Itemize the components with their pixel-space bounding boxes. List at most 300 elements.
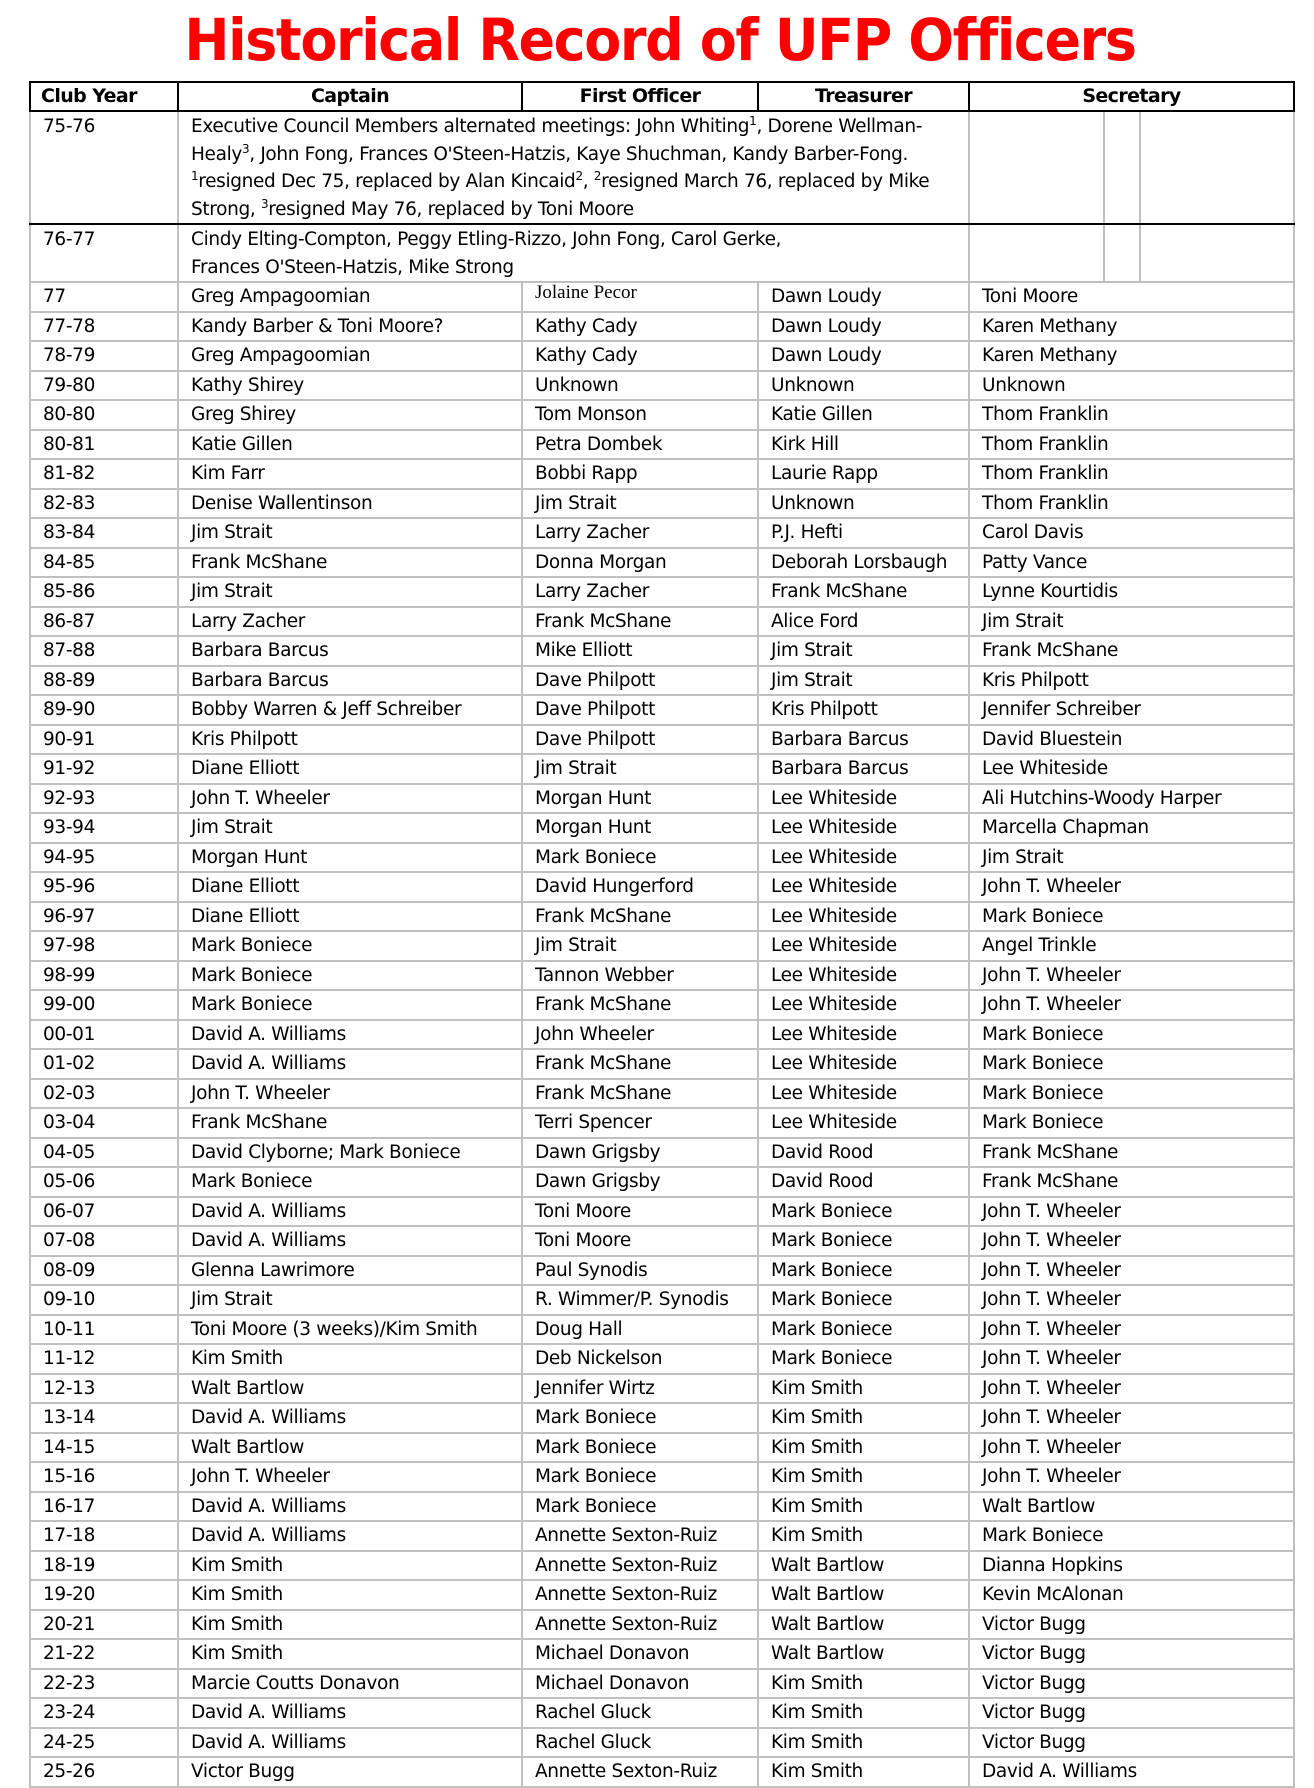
cell-first-officer: Frank McShane <box>522 902 758 932</box>
cell-captain: John T. Wheeler <box>178 1079 522 1109</box>
table-row <box>30 1728 1294 1758</box>
cell-first-officer: Rachel Gluck <box>522 1698 758 1728</box>
table-row <box>30 872 1294 902</box>
cell-treasurer: Lee Whiteside <box>758 872 969 902</box>
header-row <box>30 82 1294 111</box>
cell-captain: Jim Strait <box>178 813 522 843</box>
cell-treasurer: Kim Smith <box>758 1728 969 1758</box>
cell-treasurer: Katie Gillen <box>758 400 969 430</box>
cell-treasurer: Lee Whiteside <box>758 1079 969 1109</box>
stray-divider <box>1103 112 1105 223</box>
cell-year: 03-04 <box>30 1108 178 1138</box>
cell-captain: David A. Williams <box>178 1521 522 1551</box>
table-row <box>30 1521 1294 1551</box>
cell-first-officer: Mark Boniece <box>522 1403 758 1433</box>
cell-first-officer: Dave Philpott <box>522 725 758 755</box>
cell-year: 23-24 <box>30 1698 178 1728</box>
cell-captain: Diane Elliott <box>178 902 522 932</box>
cell-secretary: Kris Philpott <box>969 666 1294 696</box>
cell-first-officer: Annette Sexton-Ruiz <box>522 1521 758 1551</box>
cell-year: 97-98 <box>30 931 178 961</box>
cell-secretary: Mark Boniece <box>969 902 1294 932</box>
cell-treasurer: Dawn Loudy <box>758 282 969 312</box>
council-row <box>30 224 1294 282</box>
cell-treasurer: Mark Boniece <box>758 1285 969 1315</box>
cell-year: 96-97 <box>30 902 178 932</box>
cell-captain: Walt Bartlow <box>178 1374 522 1404</box>
table-row <box>30 1492 1294 1522</box>
cell-year: 85-86 <box>30 577 178 607</box>
cell-captain: Mark Boniece <box>178 1167 522 1197</box>
table-row <box>30 813 1294 843</box>
cell-treasurer: Lee Whiteside <box>758 1108 969 1138</box>
cell-treasurer: Lee Whiteside <box>758 813 969 843</box>
cell-treasurer: Lee Whiteside <box>758 843 969 873</box>
cell-captain: Greg Ampagoomian <box>178 341 522 371</box>
table-row <box>30 1256 1294 1286</box>
cell-secretary: Frank McShane <box>969 1167 1294 1197</box>
cell-treasurer: Mark Boniece <box>758 1197 969 1227</box>
cell-year: 24-25 <box>30 1728 178 1758</box>
cell-secretary: John T. Wheeler <box>969 1374 1294 1404</box>
cell-year: 09-10 <box>30 1285 178 1315</box>
table-row <box>30 902 1294 932</box>
cell-treasurer: Deborah Lorsbaugh <box>758 548 969 578</box>
cell-secretary: Angel Trinkle <box>969 931 1294 961</box>
cell-year: 99-00 <box>30 990 178 1020</box>
cell-year: 84-85 <box>30 548 178 578</box>
cell-year: 10-11 <box>30 1315 178 1345</box>
table-row <box>30 371 1294 401</box>
cell-secretary: Lynne Kourtidis <box>969 577 1294 607</box>
cell-first-officer: Jennifer Wirtz <box>522 1374 758 1404</box>
cell-first-officer: Frank McShane <box>522 1049 758 1079</box>
cell-council-members: Cindy Elting-Compton, Peggy Etling-Rizzo, John Fong, Carol Gerke, Frances O'Steen-Hatzis, Mike Strong <box>178 224 969 282</box>
stray-divider <box>1139 225 1141 281</box>
cell-treasurer: Mark Boniece <box>758 1226 969 1256</box>
header-captain: Captain <box>178 82 522 111</box>
cell-year: 80-80 <box>30 400 178 430</box>
cell-captain: Kim Smith <box>178 1580 522 1610</box>
cell-first-officer: Paul Synodis <box>522 1256 758 1286</box>
cell-year: 90-91 <box>30 725 178 755</box>
cell-treasurer: Walt Bartlow <box>758 1639 969 1669</box>
cell-secretary: Mark Boniece <box>969 1020 1294 1050</box>
table-row <box>30 577 1294 607</box>
cell-first-officer: Toni Moore <box>522 1226 758 1256</box>
cell-captain: Kim Smith <box>178 1639 522 1669</box>
table-row <box>30 341 1294 371</box>
cell-secretary: Victor Bugg <box>969 1728 1294 1758</box>
footnote-marker: 3 <box>260 196 269 211</box>
cell-year: 93-94 <box>30 813 178 843</box>
cell-secretary: Jim Strait <box>969 843 1294 873</box>
cell-treasurer: Lee Whiteside <box>758 931 969 961</box>
table-row <box>30 1698 1294 1728</box>
cell-secretary: Karen Methany <box>969 341 1294 371</box>
table-row <box>30 1167 1294 1197</box>
cell-captain: Diane Elliott <box>178 754 522 784</box>
cell-first-officer: John Wheeler <box>522 1020 758 1050</box>
cell-treasurer: Lee Whiteside <box>758 902 969 932</box>
cell-year: 08-09 <box>30 1256 178 1286</box>
cell-treasurer: Kim Smith <box>758 1374 969 1404</box>
cell-treasurer: Lee Whiteside <box>758 1049 969 1079</box>
table-row <box>30 1374 1294 1404</box>
cell-captain: Kandy Barber & Toni Moore? <box>178 312 522 342</box>
cell-year: 95-96 <box>30 872 178 902</box>
cell-treasurer: Kim Smith <box>758 1462 969 1492</box>
cell-captain: Jim Strait <box>178 1285 522 1315</box>
table-row <box>30 784 1294 814</box>
cell-first-officer: Annette Sexton-Ruiz <box>522 1551 758 1581</box>
cell-captain: John T. Wheeler <box>178 784 522 814</box>
cell-captain: David A. Williams <box>178 1049 522 1079</box>
cell-year: 77 <box>30 282 178 312</box>
cell-captain: Walt Bartlow <box>178 1433 522 1463</box>
cell-secretary: Frank McShane <box>969 1138 1294 1168</box>
cell-secretary: Kevin McAlonan <box>969 1580 1294 1610</box>
table-row <box>30 1433 1294 1463</box>
table-row <box>30 430 1294 460</box>
cell-secretary <box>969 111 1294 224</box>
cell-captain: Mark Boniece <box>178 931 522 961</box>
cell-secretary: Thom Franklin <box>969 489 1294 519</box>
table-row <box>30 1403 1294 1433</box>
cell-secretary: John T. Wheeler <box>969 1256 1294 1286</box>
cell-year: 11-12 <box>30 1344 178 1374</box>
cell-first-officer: Kathy Cady <box>522 341 758 371</box>
officers-table <box>29 81 1295 1788</box>
table-row <box>30 459 1294 489</box>
cell-treasurer: Kim Smith <box>758 1757 969 1787</box>
cell-secretary: John T. Wheeler <box>969 1433 1294 1463</box>
cell-captain: Kim Smith <box>178 1610 522 1640</box>
cell-treasurer: Kim Smith <box>758 1492 969 1522</box>
cell-council-members: Executive Council Members alternated meetings: John Whiting$^1$, Dorene Wellman-Healy$^3$, John Fong, Frances O'Steen-Hatzis, Kaye Shuchman, Kandy Barber-Fong. $^1$resigned Dec 75, replaced by Alan Kincaid$^2$, $^2$resigned March 76, replaced by Mike Strong, $^3$resigned May 76, replaced by Toni Moore <box>178 111 969 224</box>
cell-first-officer: Larry Zacher <box>522 577 758 607</box>
table-row <box>30 518 1294 548</box>
cell-year: 00-01 <box>30 1020 178 1050</box>
cell-treasurer: Kirk Hill <box>758 430 969 460</box>
cell-treasurer: Lee Whiteside <box>758 961 969 991</box>
cell-captain: Frank McShane <box>178 1108 522 1138</box>
table-row <box>30 725 1294 755</box>
cell-first-officer: Frank McShane <box>522 1079 758 1109</box>
header-secretary: Secretary <box>969 82 1294 111</box>
cell-treasurer: Jim Strait <box>758 636 969 666</box>
cell-year: 76-77 <box>30 224 178 282</box>
cell-treasurer: Mark Boniece <box>758 1256 969 1286</box>
header-first-officer: First Officer <box>522 82 758 111</box>
cell-captain: Victor Bugg <box>178 1757 522 1787</box>
cell-first-officer: Mark Boniece <box>522 843 758 873</box>
cell-first-officer: Jim Strait <box>522 754 758 784</box>
footnote-marker: 1 <box>749 114 757 128</box>
cell-first-officer: Mark Boniece <box>522 1433 758 1463</box>
table-row <box>30 1551 1294 1581</box>
cell-treasurer: Lee Whiteside <box>758 1020 969 1050</box>
cell-secretary: Mark Boniece <box>969 1079 1294 1109</box>
cell-first-officer: Unknown <box>522 371 758 401</box>
cell-secretary: Lee Whiteside <box>969 754 1294 784</box>
cell-first-officer: Mike Elliott <box>522 636 758 666</box>
cell-first-officer: Rachel Gluck <box>522 1728 758 1758</box>
cell-first-officer: Petra Dombek <box>522 430 758 460</box>
cell-captain: Kim Smith <box>178 1551 522 1581</box>
cell-first-officer: Annette Sexton-Ruiz <box>522 1610 758 1640</box>
council-row <box>30 111 1294 224</box>
table-row <box>30 548 1294 578</box>
cell-secretary: Ali Hutchins-Woody Harper <box>969 784 1294 814</box>
table-row <box>30 1610 1294 1640</box>
cell-treasurer: Lee Whiteside <box>758 990 969 1020</box>
cell-year: 06-07 <box>30 1197 178 1227</box>
cell-captain: Jim Strait <box>178 518 522 548</box>
table-row <box>30 1079 1294 1109</box>
cell-captain: Kim Smith <box>178 1344 522 1374</box>
cell-first-officer: Annette Sexton-Ruiz <box>522 1757 758 1787</box>
cell-secretary <box>969 224 1294 282</box>
cell-treasurer: Jim Strait <box>758 666 969 696</box>
cell-treasurer: Frank McShane <box>758 577 969 607</box>
cell-secretary: John T. Wheeler <box>969 1344 1294 1374</box>
table-row <box>30 961 1294 991</box>
cell-captain: Kathy Shirey <box>178 371 522 401</box>
table-row <box>30 1197 1294 1227</box>
cell-year: 83-84 <box>30 518 178 548</box>
header-club-year: Club Year <box>30 82 178 111</box>
cell-year: 86-87 <box>30 607 178 637</box>
footnote-marker: 2 <box>593 169 602 183</box>
cell-captain: Katie Gillen <box>178 430 522 460</box>
cell-captain: David Clyborne; Mark Boniece <box>178 1138 522 1168</box>
cell-captain: David A. Williams <box>178 1728 522 1758</box>
cell-captain: Kris Philpott <box>178 725 522 755</box>
cell-first-officer: Kathy Cady <box>522 312 758 342</box>
table-row <box>30 1639 1294 1669</box>
cell-year: 15-16 <box>30 1462 178 1492</box>
cell-secretary: Victor Bugg <box>969 1698 1294 1728</box>
table-row <box>30 1344 1294 1374</box>
cell-first-officer: R. Wimmer/P. Synodis <box>522 1285 758 1315</box>
cell-captain: David A. Williams <box>178 1226 522 1256</box>
cell-captain: Marcie Coutts Donavon <box>178 1669 522 1699</box>
footnote-marker: 3 <box>241 141 250 156</box>
cell-captain: David A. Williams <box>178 1020 522 1050</box>
cell-year: 79-80 <box>30 371 178 401</box>
cell-secretary: Victor Bugg <box>969 1669 1294 1699</box>
cell-first-officer: Morgan Hunt <box>522 813 758 843</box>
cell-year: 16-17 <box>30 1492 178 1522</box>
stray-divider <box>1103 225 1105 281</box>
cell-year: 80-81 <box>30 430 178 460</box>
cell-first-officer: Donna Morgan <box>522 548 758 578</box>
cell-secretary: Jim Strait <box>969 607 1294 637</box>
cell-first-officer: Dave Philpott <box>522 666 758 696</box>
cell-secretary: Marcella Chapman <box>969 813 1294 843</box>
cell-captain: Greg Ampagoomian <box>178 282 522 312</box>
cell-year: 02-03 <box>30 1079 178 1109</box>
cell-treasurer: Mark Boniece <box>758 1344 969 1374</box>
cell-secretary: Victor Bugg <box>969 1610 1294 1640</box>
cell-captain: Denise Wallentinson <box>178 489 522 519</box>
cell-year: 17-18 <box>30 1521 178 1551</box>
cell-year: 07-08 <box>30 1226 178 1256</box>
cell-first-officer: Dawn Grigsby <box>522 1167 758 1197</box>
cell-secretary: Thom Franklin <box>969 430 1294 460</box>
cell-treasurer: Barbara Barcus <box>758 725 969 755</box>
table-row <box>30 282 1294 312</box>
cell-first-officer: Jim Strait <box>522 489 758 519</box>
table-row <box>30 754 1294 784</box>
cell-year: 21-22 <box>30 1639 178 1669</box>
cell-first-officer: Jim Strait <box>522 931 758 961</box>
cell-secretary: Mark Boniece <box>969 1049 1294 1079</box>
cell-secretary: Carol Davis <box>969 518 1294 548</box>
footnote-marker: 1 <box>191 169 199 183</box>
table-row <box>30 1138 1294 1168</box>
cell-captain: Glenna Lawrimore <box>178 1256 522 1286</box>
cell-captain: Morgan Hunt <box>178 843 522 873</box>
header-treasurer: Treasurer <box>758 82 969 111</box>
cell-first-officer: Dave Philpott <box>522 695 758 725</box>
cell-treasurer: Dawn Loudy <box>758 312 969 342</box>
cell-captain: David A. Williams <box>178 1492 522 1522</box>
table-row <box>30 1049 1294 1079</box>
table-row <box>30 1580 1294 1610</box>
cell-first-officer <box>522 282 758 312</box>
cell-year: 20-21 <box>30 1610 178 1640</box>
cell-captain: Toni Moore (3 weeks)/Kim Smith <box>178 1315 522 1345</box>
cell-treasurer: Kim Smith <box>758 1433 969 1463</box>
cell-year: 14-15 <box>30 1433 178 1463</box>
cell-first-officer: David Hungerford <box>522 872 758 902</box>
cell-treasurer: Dawn Loudy <box>758 341 969 371</box>
cell-year: 82-83 <box>30 489 178 519</box>
cell-first-officer: Mark Boniece <box>522 1492 758 1522</box>
cell-secretary: Walt Bartlow <box>969 1492 1294 1522</box>
cell-treasurer: Kris Philpott <box>758 695 969 725</box>
cell-treasurer: Laurie Rapp <box>758 459 969 489</box>
table-body <box>30 111 1294 1787</box>
cell-year: 22-23 <box>30 1669 178 1699</box>
cell-captain: Kim Farr <box>178 459 522 489</box>
cell-first-officer: Dawn Grigsby <box>522 1138 758 1168</box>
cell-treasurer: Kim Smith <box>758 1698 969 1728</box>
cell-captain: David A. Williams <box>178 1698 522 1728</box>
cell-treasurer: Kim Smith <box>758 1521 969 1551</box>
cell-treasurer: Alice Ford <box>758 607 969 637</box>
table-row <box>30 607 1294 637</box>
cell-secretary: John T. Wheeler <box>969 1403 1294 1433</box>
table-row <box>30 666 1294 696</box>
cell-treasurer: Unknown <box>758 371 969 401</box>
cell-secretary: Frank McShane <box>969 636 1294 666</box>
cell-year: 94-95 <box>30 843 178 873</box>
table-row <box>30 1669 1294 1699</box>
cell-year: 88-89 <box>30 666 178 696</box>
cell-first-officer: Frank McShane <box>522 990 758 1020</box>
cell-year: 13-14 <box>30 1403 178 1433</box>
cell-captain: John T. Wheeler <box>178 1462 522 1492</box>
table-row <box>30 489 1294 519</box>
cell-year: 18-19 <box>30 1551 178 1581</box>
table-row <box>30 636 1294 666</box>
table-row <box>30 695 1294 725</box>
table-row <box>30 1462 1294 1492</box>
cell-year: 92-93 <box>30 784 178 814</box>
stray-divider <box>1139 112 1141 223</box>
cell-first-officer: Terri Spencer <box>522 1108 758 1138</box>
cell-year: 25-26 <box>30 1757 178 1787</box>
cell-year: 01-02 <box>30 1049 178 1079</box>
cell-year: 78-79 <box>30 341 178 371</box>
cell-secretary: Thom Franklin <box>969 400 1294 430</box>
cell-secretary: Dianna Hopkins <box>969 1551 1294 1581</box>
table-row <box>30 1226 1294 1256</box>
table-row <box>30 1315 1294 1345</box>
cell-treasurer: Walt Bartlow <box>758 1551 969 1581</box>
page-title: Historical Record of UFP Officers <box>184 6 1136 74</box>
table-row <box>30 990 1294 1020</box>
cell-secretary: Jennifer Schreiber <box>969 695 1294 725</box>
footnote-marker: 2 <box>575 169 583 183</box>
table-row <box>30 1285 1294 1315</box>
table-row <box>30 1020 1294 1050</box>
cell-captain: Jim Strait <box>178 577 522 607</box>
cell-treasurer: Kim Smith <box>758 1403 969 1433</box>
cell-treasurer: David Rood <box>758 1138 969 1168</box>
cell-secretary: Patty Vance <box>969 548 1294 578</box>
cell-first-officer: Annette Sexton-Ruiz <box>522 1580 758 1610</box>
cell-secretary: Mark Boniece <box>969 1108 1294 1138</box>
cell-year: 98-99 <box>30 961 178 991</box>
table-row <box>30 400 1294 430</box>
cell-treasurer: Barbara Barcus <box>758 754 969 784</box>
cell-secretary: Unknown <box>969 371 1294 401</box>
cell-secretary: John T. Wheeler <box>969 1285 1294 1315</box>
cell-year: 19-20 <box>30 1580 178 1610</box>
cell-year: 91-92 <box>30 754 178 784</box>
cell-treasurer: Kim Smith <box>758 1669 969 1699</box>
cell-secretary: John T. Wheeler <box>969 872 1294 902</box>
cell-captain: Barbara Barcus <box>178 666 522 696</box>
cell-first-officer: Tannon Webber <box>522 961 758 991</box>
cell-treasurer: Walt Bartlow <box>758 1580 969 1610</box>
cell-first-officer: Mark Boniece <box>522 1462 758 1492</box>
cell-first-officer: Frank McShane <box>522 607 758 637</box>
cell-captain: Larry Zacher <box>178 607 522 637</box>
table-row <box>30 1108 1294 1138</box>
cell-secretary: Thom Franklin <box>969 459 1294 489</box>
cell-year: 81-82 <box>30 459 178 489</box>
cell-first-officer: Larry Zacher <box>522 518 758 548</box>
cell-first-officer: Tom Monson <box>522 400 758 430</box>
cell-secretary: Toni Moore <box>969 282 1294 312</box>
cell-treasurer: Mark Boniece <box>758 1315 969 1345</box>
cell-captain: Frank McShane <box>178 548 522 578</box>
cell-first-officer: Doug Hall <box>522 1315 758 1345</box>
cell-secretary: David A. Williams <box>969 1757 1294 1787</box>
cell-text: Jolaine Pecor <box>535 282 637 303</box>
cell-secretary: Victor Bugg <box>969 1639 1294 1669</box>
table-row <box>30 843 1294 873</box>
cell-secretary: David Bluestein <box>969 725 1294 755</box>
cell-year: 12-13 <box>30 1374 178 1404</box>
cell-captain: David A. Williams <box>178 1197 522 1227</box>
cell-captain: David A. Williams <box>178 1403 522 1433</box>
